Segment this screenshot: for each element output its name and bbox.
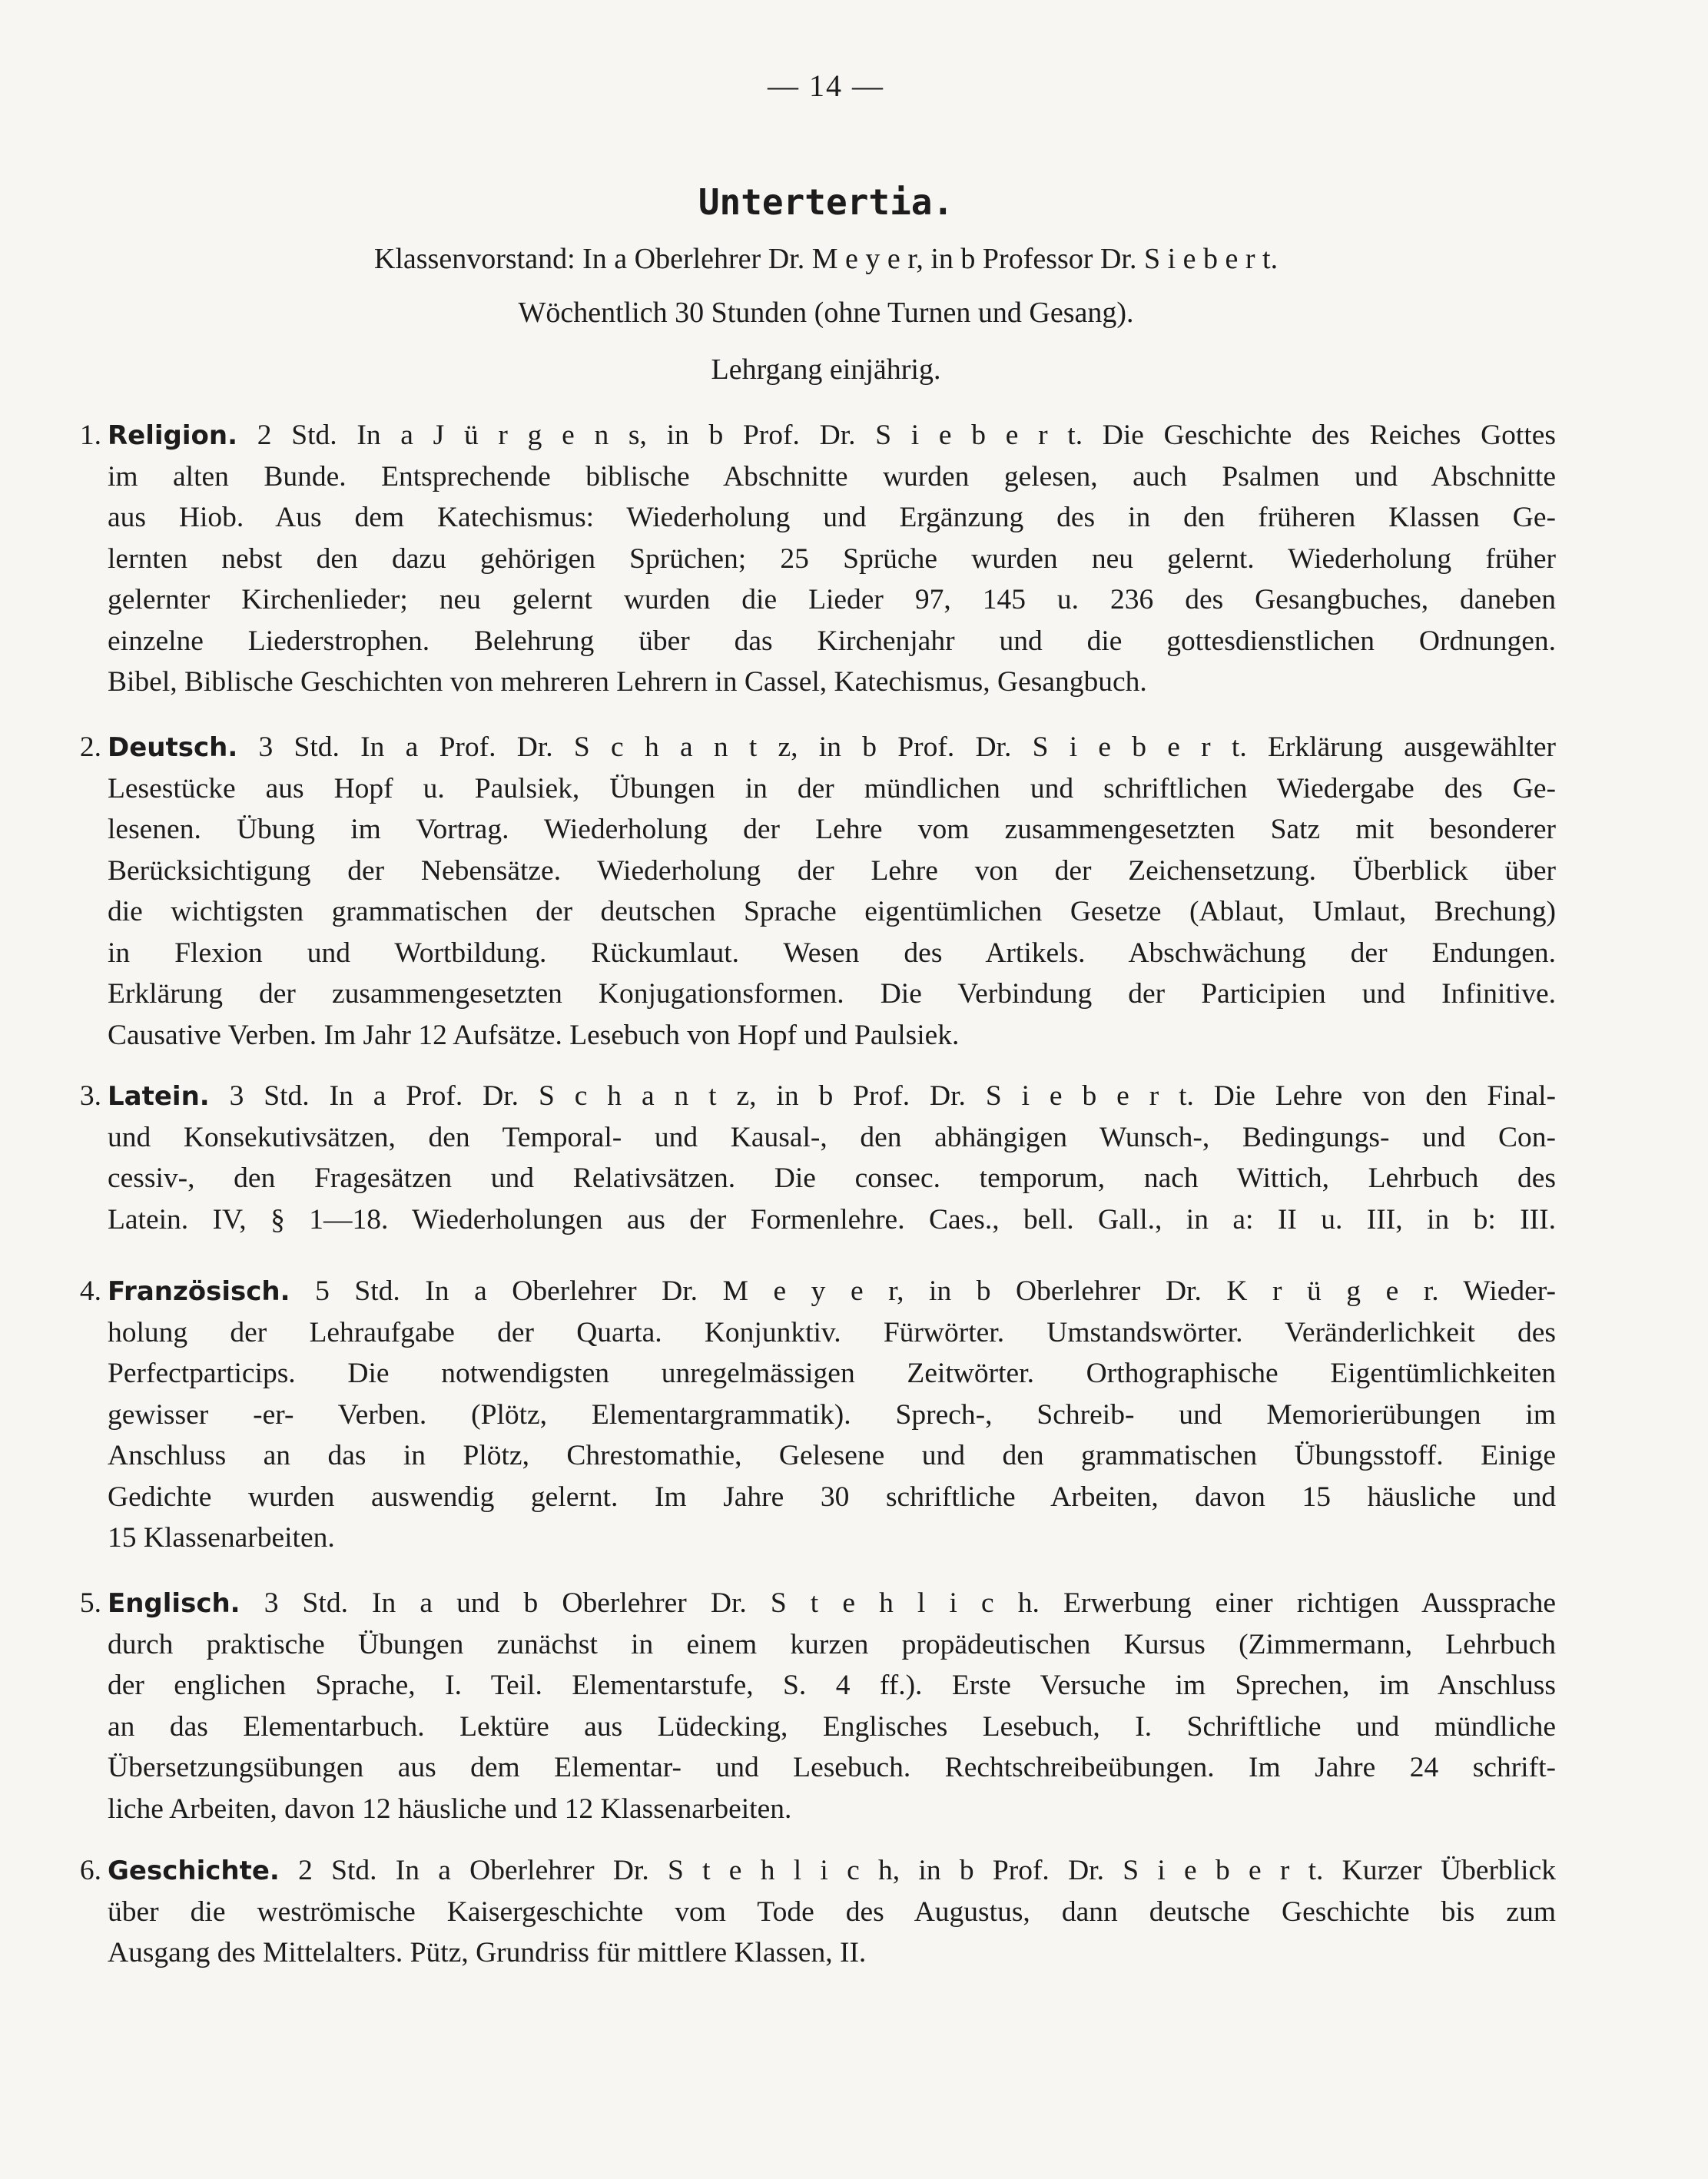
section-line: in Flexion und Wortbildung. Rückumlaut. Wesen des Artikels. Abschwächung der Endungen. [108,937,1556,969]
section-line: der englichen Sprache, I. Teil. Elementarstufe, S. 4 ff.). Erste Versuche im Sprechen, im Anschluss [108,1670,1556,1701]
section-franzoesisch [79,1271,1556,1559]
section-geschichte [79,1850,1556,1974]
section-religion [79,415,1556,703]
section-first-text: 5 Std. In a Oberlehrer Dr. M e y e r, in b Oberlehrer Dr. K r ü g e r. Wieder- [290,1275,1556,1307]
section-line: Berücksichtigung der Nebensätze. Wiederholung der Lehre von der Zeichensetzung. Überblick über [108,854,1556,887]
klassenvorstand-line: Klassenvorstand: In a Oberlehrer Dr. M e y e r, in b Professor Dr. S i e b e r t. [373,243,1279,275]
section-number: 6. [79,1855,101,1886]
section-number: 5. [79,1587,101,1619]
section-line: durch praktische Übungen zunächst in einem kurzen propädeutischen Kursus (Zimmermann, Lehrbuch [108,1628,1556,1660]
section-line: aus Hiob. Aus dem Katechismus: Wiederholung und Ergänzung des in den früheren Klassen Ge- [108,502,1556,533]
section-number: 4. [79,1275,101,1307]
section-line: im alten Bunde. Entsprechende biblische Abschnitte wurden gelesen, auch Psalmen und Abschnitte [108,460,1556,493]
section-line: Lesestücke aus Hopf u. Paulsiek, Übungen in der mündlichen und schriftlichen Wiedergabe des Ge- [108,772,1556,804]
section-first-text: 3 Std. In a und b Oberlehrer Dr. S t e h l i c h. Erwerbung einer richtigen Aussprache [240,1587,1556,1619]
section-line: lesenen. Übung im Vortrag. Wiederholung der Lehre vom zusammengesetzten Satz mit besonderer [108,814,1556,845]
section-line: Perfectparticips. Die notwendigsten unregelmässigen Zeitwörter. Orthographische Eigentümlichkeiten [108,1358,1556,1389]
section-line: Latein. IV, § 1—18. Wiederholungen aus der Formenlehre. Caes., bell. Gall., in a: II u. III, in b: III. [108,1203,1556,1235]
section-line: Causative Verben. Im Jahr 12 Aufsätze. Lesebuch von Hopf und Paulsiek. [108,1019,960,1051]
section-first-text: 3 Std. In a Prof. Dr. S c h a n t z, in b Prof. Dr. S i e b e r t. Die Lehre von den Final- [209,1080,1556,1112]
section-line: an das Elementarbuch. Lektüre aus Lüdecking, Englisches Lesebuch, I. Schriftliche und mündliche [108,1710,1556,1743]
section-line: cessiv-, den Fragesätzen und Relativsätzen. Die consec. temporum, nach Wittich, Lehrbuch des [108,1162,1556,1194]
stunden-line: Wöchentlich 30 Stunden (ohne Turnen und Gesang). [518,297,1134,329]
section-subject: Religion. [108,420,238,451]
section-line [108,415,1556,456]
section-first-text: 3 Std. In a Prof. Dr. S c h a n t z, in b Prof. Dr. S i e b e r t. Erklärung ausgewählter [237,731,1556,763]
section-subject: Französisch. [108,1276,290,1307]
section-number: 1. [79,420,101,451]
section-subject: Geschichte. [108,1856,280,1886]
lehrgang-line: Lehrgang einjährig. [711,353,941,386]
section-line: lernten nebst den dazu gehörigen Sprüchen; 25 Sprüche wurden neu gelernt. Wiederholung früher [108,542,1556,575]
section-line: gewisser -er- Verben. (Plötz, Elementargrammatik). Sprech-, Schreib- und Memorierübungen im [108,1398,1556,1431]
section-subject: Englisch. [108,1588,240,1619]
section-subject: Deutsch. [108,732,238,763]
section-line: einzelne Liederstrophen. Belehrung über das Kirchenjahr und die gottesdienstlichen Ordnungen. [108,625,1556,657]
section-line: 15 Klassenarbeiten. [108,1522,335,1554]
section-line: liche Arbeiten, davon 12 häusliche und 12 Klassenarbeiten. [108,1793,792,1825]
section-first-text: 2 Std. In a J ü r g e n s, in b Prof. Dr. S i e b e r t. Die Geschichte des Reiches Gottes [237,420,1556,451]
section-line [108,727,1556,768]
section-subject: Latein. [108,1081,210,1112]
section-line [108,1583,1556,1624]
section-line [108,1271,1556,1312]
section-line: die wichtigsten grammatischen der deutschen Sprache eigentümlichen Gesetze (Ablaut, Umlaut, Brechung) [108,896,1556,927]
section-number: 2. [79,731,101,763]
section-line [108,1850,1556,1892]
page-title: Untertertia. [698,181,954,223]
section-line: holung der Lehraufgabe der Quarta. Konjunktiv. Fürwörter. Umstandswörter. Veränderlichkeit des [108,1316,1556,1348]
section-line [108,1076,1556,1117]
section-first-text: 2 Std. In a Oberlehrer Dr. S t e h l i c h, in b Prof. Dr. S i e b e r t. Kurzer Überblick [279,1855,1556,1886]
section-englisch [79,1583,1556,1829]
page-number: — 14 — [768,68,884,103]
section-line: Gedichte wurden auswendig gelernt. Im Jahre 30 schriftliche Arbeiten, davon 15 häusliche und [108,1481,1556,1513]
section-line: gelernter Kirchenlieder; neu gelernt wurden die Lieder 97, 145 u. 236 des Gesangbuches, daneben [108,584,1556,615]
section-number: 3. [79,1080,101,1112]
section-line: Anschluss an das in Plötz, Chrestomathie, Gelesene und den grammatischen Übungsstoff. Einige [108,1440,1556,1471]
section-latein [79,1076,1556,1240]
section-line: und Konsekutivsätzen, den Temporal- und Kausal-, den abhängigen Wunsch-, Bedingungs- und Con- [108,1121,1556,1153]
section-line: Bibel, Biblische Geschichten von mehreren Lehrern in Cassel, Katechismus, Gesangbuch. [108,666,1147,698]
section-line: Übersetzungsübungen aus dem Elementar- und Lesebuch. Rechtschreibeübungen. Im Jahre 24 schrift- [108,1752,1556,1783]
section-deutsch [79,727,1556,1056]
section-line: Erklärung der zusammengesetzten Konjugationsformen. Die Verbindung der Participien und Infinitive. [108,978,1556,1010]
section-line: Ausgang des Mittelalters. Pütz, Grundriss für mittlere Klassen, II. [108,1937,867,1968]
section-line: über die weströmische Kaisergeschichte vom Tode des Augustus, dann deutsche Geschichte bis zum [108,1895,1556,1928]
